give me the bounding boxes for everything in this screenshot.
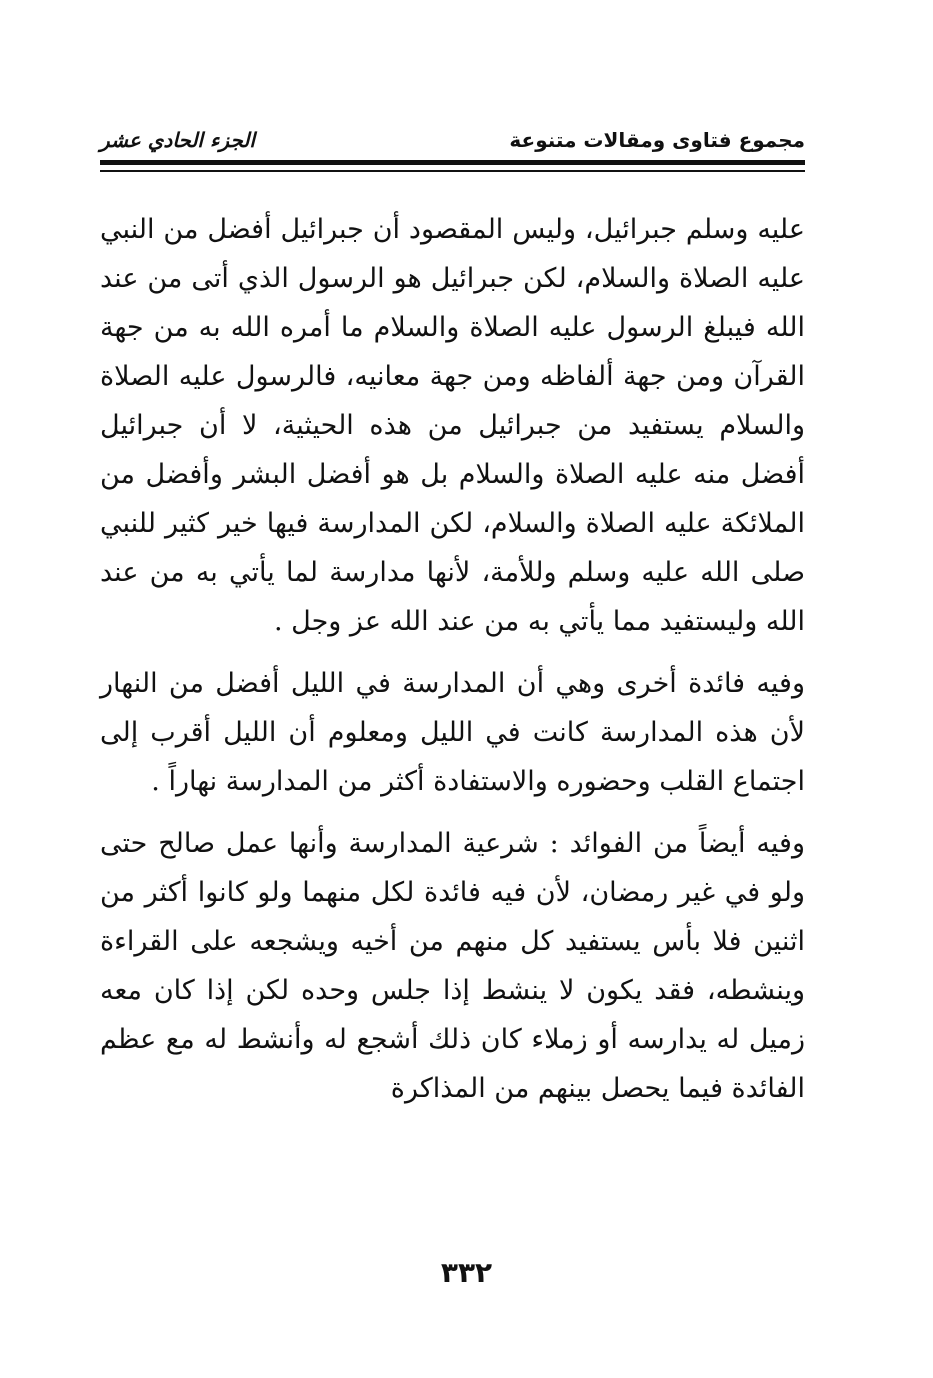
paragraph-3: وفيه أيضاً من الفوائد : شرعية المدارسة وأنها عمل صالح حتى ولو في غير رمضان، لأن فيه فائدة لكل منهما ولو كانوا أكثر من اثنين فلا بأس يستفيد كل منهم من أخيه ويشجعه على القراءة وينشطه، فقد يكون لا ينشط إذا جلس وحده لكن إذا كان معه زميل له يدارسه أو زملاء كان ذلك أشجع له وأنشط له مع عظم الفائدة فيما يحصل بينهم من المذاكرة (100, 828, 805, 1104)
page-number: ٣٣٢ (440, 1256, 493, 1289)
page-body (100, 205, 805, 1126)
book-title: مجموع فتاوى ومقالات متنوعة (509, 128, 805, 152)
running-header (100, 118, 805, 158)
header-rule-thick (100, 160, 805, 165)
paragraph-1: عليه وسلم جبرائيل، وليس المقصود أن جبرائيل أفضل من النبي عليه الصلاة والسلام، لكن جبرائيل هو الرسول الذي أتى من عند الله فيبلغ الرسول عليه الصلاة والسلام ما أمره الله به من جهة القرآن ومن جهة ألفاظه ومن جهة معانيه، فالرسول عليه الصلاة والسلام يستفيد من جبرائيل من هذه الحيثية، لا أن جبرائيل أفضل منه عليه الصلاة والسلام بل هو أفضل البشر وأفضل من الملائكة عليه الصلاة والسلام، لكن المدارسة فيها خير كثير للنبي صلى الله عليه وسلم وللأمة، لأنها مدارسة لما يأتي به من عند الله وليستفيد مما يأتي به من عند الله عز وجل . (100, 214, 805, 637)
header-rule-thin (100, 170, 805, 172)
paragraph-2: وفيه فائدة أخرى وهي أن المدارسة في الليل أفضل من النهار لأن هذه المدارسة كانت في الليل ومعلوم أن الليل أقرب إلى اجتماع القلب وحضوره والاستفادة أكثر من المدارسة نهاراً . (100, 668, 805, 797)
volume-label: الجزء الحادي عشر (100, 128, 255, 152)
